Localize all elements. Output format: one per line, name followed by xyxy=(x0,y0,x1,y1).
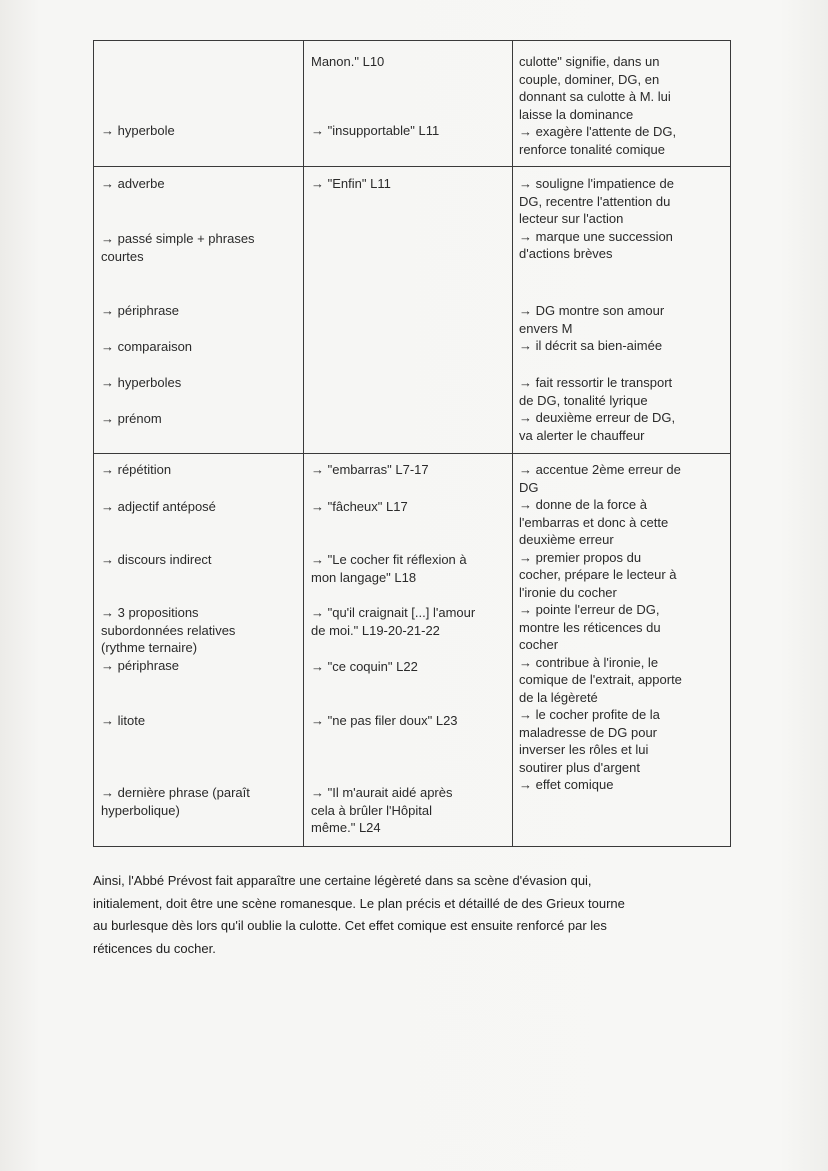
list-item: → adverbe xyxy=(101,176,165,191)
table-cell-citation xyxy=(304,454,513,847)
list-item: → hyperbole xyxy=(101,123,175,138)
list-item: → 3 propositions subordonnées relatives (rythme ternaire) → périphrase xyxy=(101,605,236,673)
list-item: → "qu'il craignait [...] l'amour de moi." L19-20-21-22 xyxy=(311,605,476,638)
table-row xyxy=(94,41,731,167)
table-cell-citation xyxy=(304,41,513,167)
list-item: → "insupportable" L11 xyxy=(311,123,440,138)
table-row xyxy=(94,454,731,847)
analysis-table xyxy=(93,40,731,847)
list-item: → DG montre son amour envers M → il décrit sa bien-aimée xyxy=(519,303,665,353)
table-cell-procede xyxy=(94,41,304,167)
list-item: → passé simple + phrases courtes xyxy=(101,231,255,264)
list-item: Manon." L10 xyxy=(311,54,385,69)
list-item: → comparaison xyxy=(101,339,193,354)
table-cell-procede xyxy=(94,454,304,847)
table-cell-citation xyxy=(304,167,513,454)
list-item: → fait ressortir le transport de DG, tonalité lyrique → deuxième erreur de DG, va alerter le chauffeur xyxy=(519,375,676,443)
list-item: → "fâcheux" L17 xyxy=(311,499,408,514)
table-cell-effet xyxy=(513,41,731,167)
list-item: → souligne l'impatience de DG, recentre l'attention du lecteur sur l'action → marque une succession d'actions brèves xyxy=(519,176,674,261)
list-item: → litote xyxy=(101,713,146,728)
table-cell-effet xyxy=(513,454,731,847)
list-item: → "Il m'aurait aidé après cela à brûler l'Hôpital même." L24 xyxy=(311,785,453,835)
list-item: → répétition xyxy=(101,462,172,477)
list-item: → "ne pas filer doux" L23 xyxy=(311,713,458,728)
list-item: → hyperboles xyxy=(101,375,182,390)
list-item: → périphrase xyxy=(101,303,180,318)
table-cell-effet xyxy=(513,167,731,454)
list-item: → adjectif antéposé xyxy=(101,499,216,514)
list-item: → accentue 2ème erreur de DG → donne de la force à l'embarras et donc à cette deuxième erreur → premier propos du cocher, prépare le lecteur à l'ironie du cocher → pointe l'erreur de DG, montre les réticences du cocher → contribue à l'ironie, le comique de l'extrait, apporte de la légèreté → le cocher profite de la maladresse de DG pour inverser les rôles et lui soutirer plus d'argent → effet comique xyxy=(519,462,682,792)
list-item: → "ce coquin" L22 xyxy=(311,659,418,674)
table-row xyxy=(94,167,731,454)
list-item: → dernière phrase (paraît hyperbolique) xyxy=(101,785,250,818)
list-item: → "Le cocher fit réflexion à mon langage" L18 xyxy=(311,552,467,585)
list-item: → discours indirect xyxy=(101,552,212,567)
conclusion-paragraph: Ainsi, l'Abbé Prévost fait apparaître une certaine légèreté dans sa scène d'évasion qui, initialement, doit être une scène romanesque. Le plan précis et détaillé de des Grieux tourne au burlesque dès lors qu'il oublie la culotte. Cet effet comique est ensuite renforcé par les réticences du cocher. xyxy=(93,873,625,956)
list-item: → "embarras" L7-17 xyxy=(311,462,429,477)
list-item: → "Enfin" L11 xyxy=(311,176,391,191)
table-cell-procede xyxy=(94,167,304,454)
list-item: culotte" signifie, dans un couple, dominer, DG, en donnant sa culotte à M. lui laisse la dominance → exagère l'attente de DG, renforce tonalité comique xyxy=(519,54,677,157)
list-item: → prénom xyxy=(101,411,162,426)
